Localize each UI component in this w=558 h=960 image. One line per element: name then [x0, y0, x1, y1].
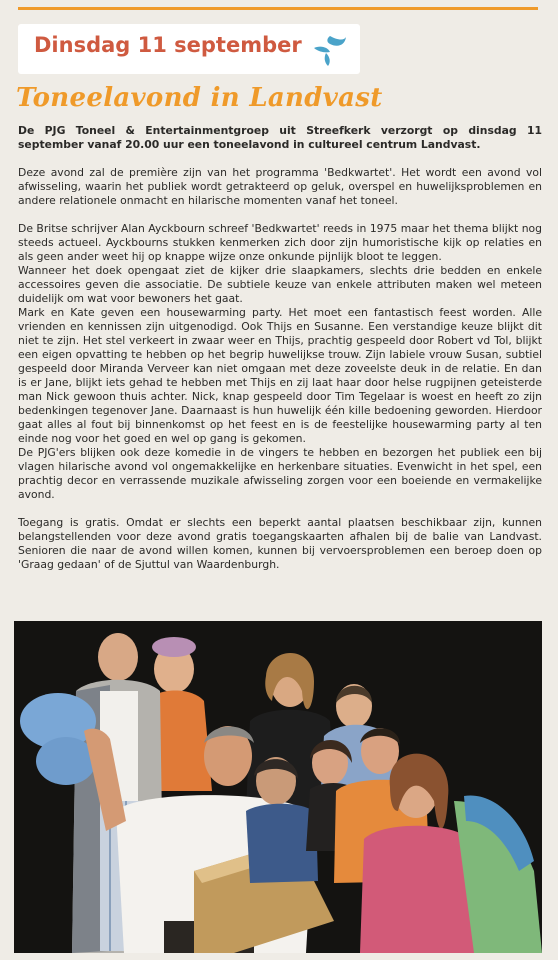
top-accent-rule: [18, 7, 538, 10]
article-body: [18, 124, 542, 572]
article-title: Toneelavond in Landvast: [16, 83, 383, 113]
article-paragraph: De PJG'ers blijken ook deze komedie in de vingers te hebben en bezorgen het publiek een bij vlagen hilarische avond vol ongemakkelijke en herkenbare situaties. Evenwicht in het spel, een prachtig decor en verrassende muzikale afwisseling zorgen voor een boeiende en vermakelijke avond.: [18, 446, 542, 501]
group-photo-illustration: [14, 621, 542, 953]
date-label: Dinsdag 11 september: [34, 33, 302, 57]
article-lead: De PJG Toneel & Entertainmentgroep uit Streefkerk verzorgt op dinsdag 11 september vanaf 20.00 uur een toneelavond in cultureel centrum Landvast.: [18, 124, 542, 151]
article-paragraph: De Britse schrijver Alan Ayckbourn schreef 'Bedkwartet' reeds in 1975 maar het thema blijkt nog steeds actueel. Ayckbourns stukken kenmerken zich door zijn humoristische kijk op relaties en als geen ander weet hij op knappe wijze onze onkunde pijnlijk bloot te leggen.: [18, 222, 542, 263]
water-drops-icon: [308, 32, 348, 68]
date-banner: [18, 24, 360, 74]
article-paragraph: Toegang is gratis. Omdat er slechts een beperkt aantal plaatsen beschikbaar zijn, kunnen belangstellenden voor deze avond gratis toegangskaarten afhalen bij de balie van Landvast. Senioren die naar de avond willen komen, kunnen bij vervoersproblemen een beroep doen op 'Graag gedaan' of de Sjuttul van Waardenburgh.: [18, 516, 542, 571]
group-photo: [14, 621, 542, 953]
article-paragraph: Mark en Kate geven een housewarming party. Het moet een fantastisch feest worden. Alle vrienden en kennissen zijn uitgenodigd. Ook Thijs en Susanne. Een verstandige keuze blijkt dit niet te zijn. Het stel verkeert in zwaar weer en Thijs, prachtig gespeeld door Robert vd Tol, blijkt een eigen opvatting te hebben op het begrip huwelijkse trouw. Zijn labiele vrouw Susan, subtiel gespeeld door Miranda Verveer kan niet omgaan met deze zoveelste deuk in de relatie. En dan is er Jane, blijkt iets gehad te hebben met Thijs en zij laat haar door helse rugpijnen geteisterde man Nick gewoon thuis achter. Nick, knap gespeeld door Tim Tegelaar is woest en heeft zo zijn bedenkingen tegenover Jane. Daarnaast is hun huwelijk één kille bedoening geworden. Hierdoor gaat alles al fout bij binnenkomst op het feest en is de feestelijke housewarming party al ten einde nog voor het goed en wel op gang is gekomen.: [18, 306, 542, 445]
article-paragraph: Wanneer het doek opengaat ziet de kijker drie slaapkamers, slechts drie bedden en enkele accessoires geven die associatie. De subtiele keuze van enkele attributen maken wel meteen duidelijk om wat voor bewoners het gaat.: [18, 264, 542, 305]
article-paragraph: Deze avond zal de première zijn van het programma 'Bedkwartet'. Het wordt een avond vol afwisseling, waarin het publiek wordt getrakteerd op geluk, overspel en huwelijksproblemen en andere relationele onmacht en hilarische momenten vanaf het toneel.: [18, 166, 542, 207]
